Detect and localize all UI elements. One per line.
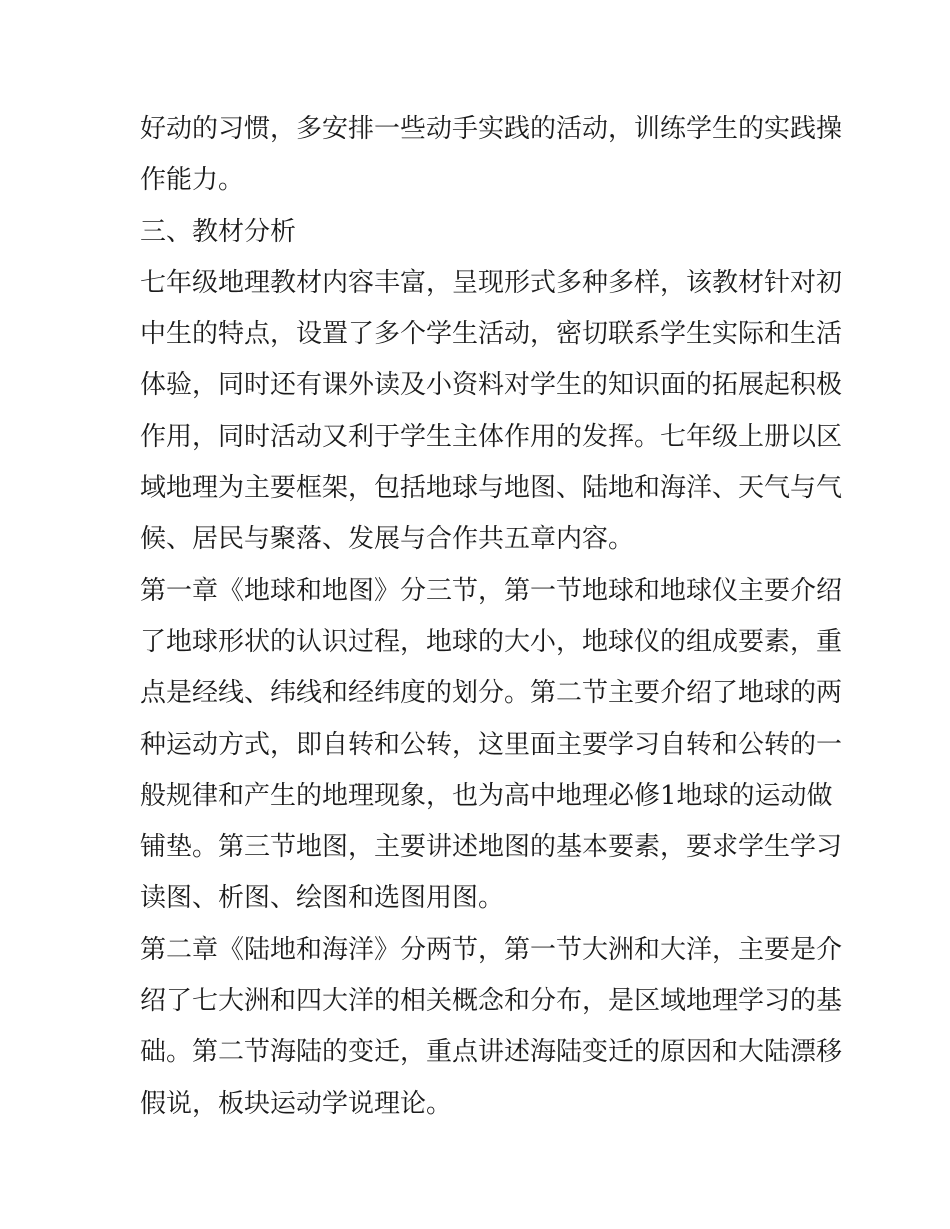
text-line: 作用，同时活动又利于学生主体作用的发挥。七年级上册以区 xyxy=(140,421,843,452)
text-line: 第二章《陆地和海洋》分两节，第一节大洲和大洋，主要是介 xyxy=(140,934,843,965)
text-line: 了地球形状的认识过程，地球的大小，地球仪的组成要素，重 xyxy=(140,626,843,657)
text-line: 铺垫。第三节地图，主要讲述地图的基本要素，要求学生学习 xyxy=(140,832,843,863)
document-body xyxy=(140,104,843,1130)
text-line: 第一章《地球和地图》分三节，第一节地球和地球仪主要介绍 xyxy=(140,575,843,606)
text-line: 候、居民与聚落、发展与合作共五章内容。 xyxy=(140,524,635,555)
section-heading: 三、教材分析 xyxy=(140,216,297,247)
text-line: 域地理为主要框架，包括地球与地图、陆地和海洋、天气与气 xyxy=(140,473,843,504)
text-line: 中生的特点，设置了多个学生活动，密切联系学生实际和生活 xyxy=(140,319,843,350)
text-line: 读图、析图、绘图和选图用图。 xyxy=(140,883,505,914)
text-line: 假说，板块运动学说理论。 xyxy=(140,1088,453,1119)
text-line: 好动的习惯，多安排一些动手实践的活动，训练学生的实践操 xyxy=(140,114,843,144)
text-line: 七年级地理教材内容丰富，呈现形式多种多样，该教材针对初 xyxy=(140,267,843,298)
text-line: 础。第二节海陆的变迁，重点讲述海陆变迁的原因和大陆漂移 xyxy=(140,1037,843,1068)
text-line: 点是经线、纬线和经纬度的划分。第二节主要介绍了地球的两 xyxy=(140,678,843,709)
text-line: 般规律和产生的地理现象，也为高中地理必修1地球的运动做 xyxy=(140,780,833,811)
text-line: 绍了七大洲和四大洋的相关概念和分布，是区域地理学习的基 xyxy=(140,986,843,1017)
text-line: 作能力。 xyxy=(140,165,245,196)
text-line: 体验，同时还有课外读及小资料对学生的知识面的拓展起积极 xyxy=(140,370,843,401)
text-line: 种运动方式，即自转和公转，这里面主要学习自转和公转的一 xyxy=(140,729,843,760)
